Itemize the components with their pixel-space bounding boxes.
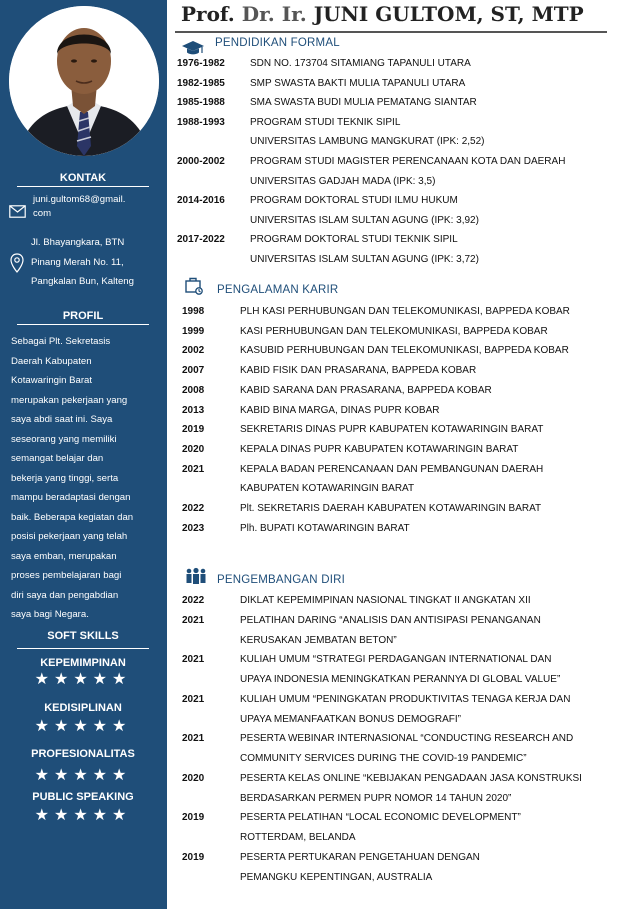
entry-year: 2020 <box>182 443 205 455</box>
entry-description: PESERTA WEBINAR INTERNASIONAL “CONDUCTING RESEARCH AND <box>240 733 574 745</box>
entry-description: PELATIHAN DARING “ANALISIS DAN ANTISIPASI PENANGANAN <box>240 614 541 626</box>
entry-description: KABID FISIK DAN PRASARANA, BAPPEDA KOBAR <box>240 365 477 377</box>
profile-line: Sebagai Plt. Sekretasis <box>11 336 111 347</box>
entry-year: 1999 <box>182 325 205 337</box>
entry-description: UNIVERSITAS GADJAH MADA (IPK: 3,5) <box>250 175 436 187</box>
name-degree: Dr. Ir. <box>241 2 307 26</box>
entry-description: KEPALA BADAN PERENCANAAN DAN PEMBANGUNAN DAERAH <box>240 463 544 475</box>
entry-year: 2000-2002 <box>177 156 225 167</box>
entry-year: 2021 <box>182 733 205 745</box>
address-line: Jl. Bhayangkara, BTN <box>31 237 125 248</box>
profile-line: saya abdi saat ini. Saya <box>11 414 113 425</box>
profile-line: Kotawaringin Barat <box>11 375 93 386</box>
divider <box>17 186 149 187</box>
entry-description: COMMUNITY SERVICES DURING THE COVID-19 PANDEMIC” <box>240 753 527 764</box>
entry-year: 1998 <box>182 306 205 317</box>
entry-description: KEPALA DINAS PUPR KABUPATEN KOTAWARINGIN BARAT <box>240 443 519 455</box>
profile-line: posisi pekerjaan yang telah <box>11 531 128 542</box>
entry-year: 1985-1988 <box>177 97 225 109</box>
entry-year: 2017-2022 <box>177 234 225 246</box>
entry-description: PEMANGKU KEPENTINGAN, AUSTRALIA <box>240 871 433 883</box>
section-title-pendidikan: PENDIDIKAN FORMAL <box>215 37 340 49</box>
entry-description: PESERTA PELATIHAN “LOCAL ECONOMIC DEVELOPMENT” <box>240 812 521 824</box>
entry-year: 2021 <box>182 654 205 666</box>
entry-description: ROTTERDAM, BELANDA <box>240 832 356 843</box>
entry-year: 2021 <box>182 614 205 626</box>
profile-line: saya bagi Negara. <box>11 609 89 620</box>
entry-description: KERUSAKAN JEMBATAN BETON” <box>240 634 397 646</box>
address-line: Pangkalan Bun, Kalteng <box>31 276 134 287</box>
skill-stars: ★★★★★ <box>34 807 132 824</box>
entry-description: Plh. BUPATI KOTAWARINGIN BARAT <box>240 522 410 534</box>
profile-line: merupakan pekerjaan yang <box>11 394 128 406</box>
profile-line: bekerja yang tinggi, serta <box>11 472 119 484</box>
skill-stars: ★★★★★ <box>34 671 132 688</box>
email-line: com <box>33 208 52 219</box>
entry-year: 2023 <box>182 522 205 534</box>
entry-year: 2022 <box>182 503 205 514</box>
section-title-pengembangan: PENGEMBANGAN DIRI <box>217 574 346 586</box>
entry-year: 2022 <box>182 595 205 606</box>
entry-description: PESERTA KELAS ONLINE “KEBIJAKAN PENGADAAN JASA KONSTRUKSI <box>240 772 582 784</box>
name-prefix: Prof. <box>181 2 235 26</box>
entry-description: PROGRAM DOKTORAL STUDI TEKNIK SIPIL <box>250 234 458 246</box>
entry-description: SMP SWASTA BAKTI MULIA TAPANULI UTARA <box>250 77 466 89</box>
entry-description: SEKRETARIS DINAS PUPR KABUPATEN KOTAWARINGIN BARAT <box>240 424 544 436</box>
entry-description: SMA SWASTA BUDI MULIA PEMATANG SIANTAR <box>250 97 477 109</box>
skill-name: PUBLIC SPEAKING <box>32 791 134 803</box>
skill-name: KEDISIPLINAN <box>44 702 122 714</box>
email-text[interactable] <box>33 193 125 221</box>
divider <box>17 648 149 649</box>
entry-description: UPAYA MEMANFAATKAN BONUS DEMOGRAFI” <box>240 713 461 725</box>
entry-description: PLH KASI PERHUBUNGAN DAN TELEKOMUNIKASI, BAPPEDA KOBAR <box>240 306 570 317</box>
entry-year: 1988-1993 <box>177 116 225 128</box>
skill-stars: ★★★★★ <box>34 767 132 784</box>
location-pin-icon <box>10 253 24 278</box>
address-text <box>31 233 134 292</box>
profile-photo <box>9 6 159 156</box>
entry-description: PROGRAM STUDI TEKNIK SIPIL <box>250 116 401 128</box>
graduation-cap-icon <box>181 40 203 58</box>
entry-description: KULIAH UMUM “STRATEGI PERDAGANGAN INTERNATIONAL DAN <box>240 654 552 666</box>
entry-description: Plt. SEKRETARIS DAERAH KABUPATEN KOTAWARINGIN BARAT <box>240 503 542 514</box>
entry-description: UNIVERSITAS ISLAM SULTAN AGUNG (IPK: 3,92) <box>250 214 479 226</box>
skill-stars: ★★★★★ <box>34 718 132 735</box>
entry-description: PROGRAM STUDI MAGISTER PERENCANAAN KOTA DAN DAERAH <box>250 156 566 167</box>
people-group-icon <box>184 567 206 585</box>
profile-line: semangat belajar dan <box>11 453 104 464</box>
profil-title: PROFIL <box>62 310 104 322</box>
entry-year: 2013 <box>182 404 205 416</box>
name-full: JUNI GULTOM, ST, MTP <box>313 2 584 26</box>
entry-description: KABID SARANA DAN PRASARANA, BAPPEDA KOBAR <box>240 384 492 396</box>
entry-description: SDN NO. 173704 SITAMIANG TAPANULI UTARA <box>250 58 471 69</box>
entry-year: 2021 <box>182 463 205 475</box>
entry-year: 2019 <box>182 851 205 863</box>
briefcase-icon <box>184 276 206 294</box>
page-title <box>181 2 584 26</box>
entry-year: 2021 <box>182 693 205 705</box>
profile-line: proses pembelajaran bagi <box>11 570 122 581</box>
entry-description: KABUPATEN KOTAWARINGIN BARAT <box>240 483 415 495</box>
entry-description: UNIVERSITAS ISLAM SULTAN AGUNG (IPK: 3,72) <box>250 254 479 265</box>
entry-description: BERDASARKAN PERMEN PUPR NOMOR 14 TAHUN 2020” <box>240 792 512 804</box>
entry-description: KASUBID PERHUBUNGAN DAN TELEKOMUNIKASI, BAPPEDA KOBAR <box>240 345 569 357</box>
entry-description: KULIAH UMUM “PENINGKATAN PRODUKTIVITAS TENAGA KERJA DAN <box>240 693 571 705</box>
profile-line: saya emban, merupakan <box>11 550 117 562</box>
email-line: juni.gultom68@gmail. <box>33 194 126 205</box>
entry-year: 2008 <box>182 384 205 396</box>
profile-line: baik. Beberapa kegiatan dan <box>11 511 134 523</box>
entry-year: 1982-1985 <box>177 77 225 89</box>
profile-line: seseorang yang memiliki <box>11 433 117 445</box>
divider <box>17 324 149 325</box>
profile-text <box>11 332 156 625</box>
entry-description: PROGRAM DOKTORAL STUDI ILMU HUKUM <box>250 195 458 207</box>
title-divider <box>175 31 607 33</box>
soft-skills-title: SOFT SKILLS <box>47 630 119 642</box>
entry-description: PESERTA PERTUKARAN PENGETAHUAN DENGAN <box>240 851 480 863</box>
skill-name: KEPEMIMPINAN <box>40 657 126 669</box>
section-title-karir: PENGALAMAN KARIR <box>217 284 339 296</box>
entry-description: KABID BINA MARGA, DINAS PUPR KOBAR <box>240 404 440 416</box>
kontak-title: KONTAK <box>59 172 107 184</box>
profile-line: diri saya dan pengabdian <box>11 589 119 601</box>
profile-line: mampu beradaptasi dengan <box>11 492 131 503</box>
entry-year: 2019 <box>182 424 205 436</box>
address-line: Pinang Merah No. 11, <box>31 256 124 268</box>
profile-line: Daerah Kabupaten <box>11 355 92 367</box>
entry-year: 2007 <box>182 365 205 377</box>
entry-description: UNIVERSITAS LAMBUNG MANGKURAT (IPK: 2,52) <box>250 136 485 148</box>
skill-name: PROFESIONALITAS <box>31 748 135 760</box>
entry-year: 2014-2016 <box>177 195 225 207</box>
entry-year: 2019 <box>182 812 205 824</box>
entry-year: 1976-1982 <box>177 58 225 69</box>
entry-year: 2020 <box>182 772 205 784</box>
entry-description: KASI PERHUBUNGAN DAN TELEKOMUNIKASI, BAPPEDA KOBAR <box>240 325 548 337</box>
entry-description: DIKLAT KEPEMIMPINAN NASIONAL TINGKAT II ANGKATAN XII <box>240 595 531 606</box>
entry-year: 2002 <box>182 345 205 357</box>
entry-description: UPAYA INDONESIA MENINGKATKAN PERANNYA DI GLOBAL VALUE” <box>240 674 561 685</box>
sidebar <box>0 0 167 909</box>
email-icon <box>9 205 26 223</box>
